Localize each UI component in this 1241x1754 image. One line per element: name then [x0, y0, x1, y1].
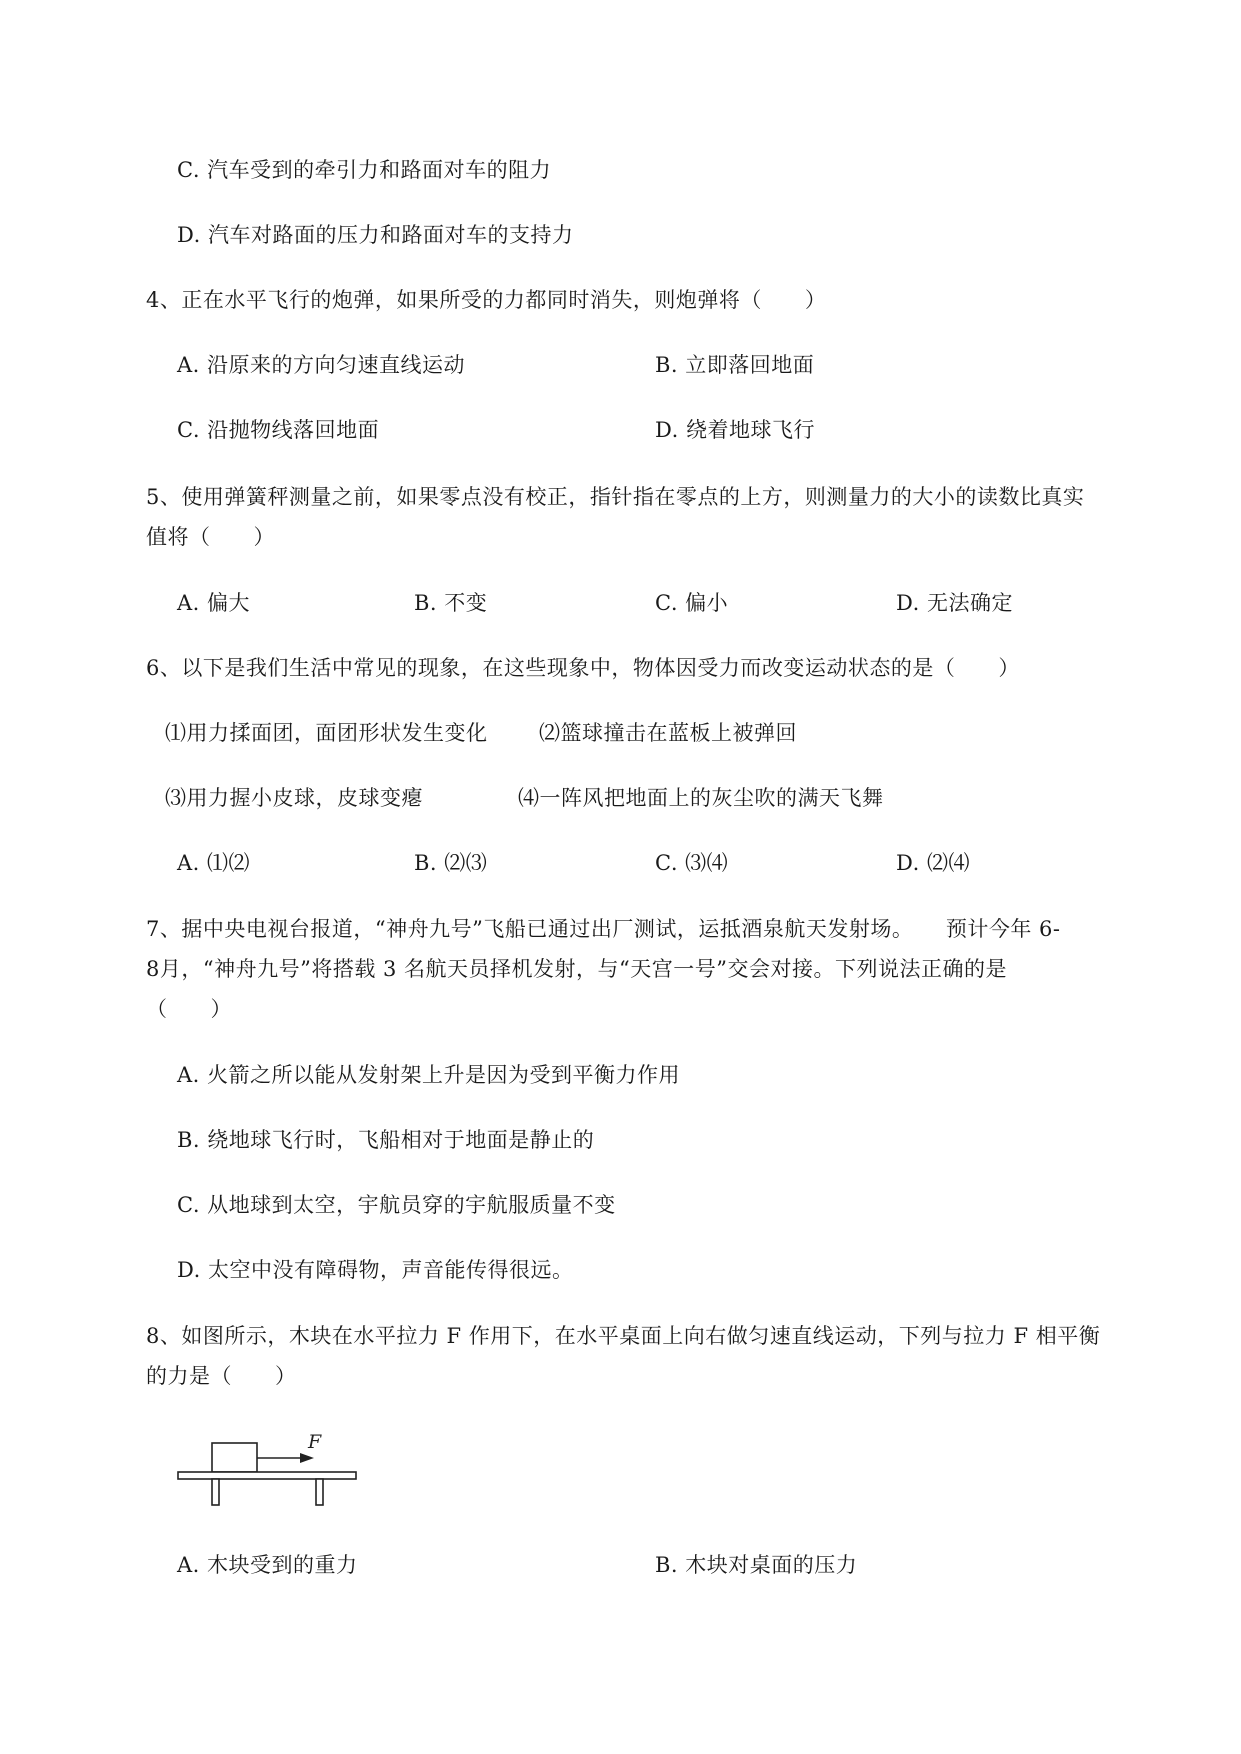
q5-option-b: B. 不变: [414, 591, 488, 615]
q5-option-a: A. 偏大: [177, 591, 251, 615]
q7-option-c: C. 从地球到太空，宇航员穿的宇航服质量不变: [177, 1193, 616, 1217]
block-on-table-figure: [176, 1428, 366, 1512]
q7-option-d: D. 太空中没有障碍物，声音能传得很远。: [177, 1258, 574, 1282]
q7-stem-line1: 7、据中央电视台报道，“神舟九号”飞船已通过出厂测试，运抵酒泉航天发射场。 预计今年 6-: [146, 917, 1061, 941]
wood-block: [212, 1443, 257, 1472]
force-label: F: [308, 1431, 322, 1453]
q5-stem-line2: 值将（ ）: [146, 525, 275, 549]
q8-stem-line2: 的力是（ ）: [146, 1364, 297, 1388]
q4-option-a: A. 沿原来的方向匀速直线运动: [177, 353, 466, 377]
q5-option-d: D. 无法确定: [896, 591, 1013, 615]
table-leg-left: [212, 1479, 219, 1505]
q6-option-d: D. ⑵⑷: [896, 851, 970, 875]
q6-option-c: C. ⑶⑷: [655, 851, 729, 875]
q6-option-a: A. ⑴⑵: [177, 851, 251, 875]
q6-option-b: B. ⑵⑶: [414, 851, 488, 875]
q6-item-1: ⑴用力揉面团，面团形状发生变化: [165, 721, 488, 745]
q6-item-2: ⑵篮球撞击在蓝板上被弹回: [539, 721, 797, 745]
q4-option-c: C. 沿抛物线落回地面: [177, 418, 380, 442]
q6-item-4: ⑷一阵风把地面上的灰尘吹的满天飞舞: [518, 786, 884, 810]
force-arrowhead: [300, 1453, 314, 1463]
table-leg-right: [316, 1479, 323, 1505]
q7-option-a: A. 火箭之所以能从发射架上升是因为受到平衡力作用: [177, 1063, 681, 1087]
q8-stem-line1: 8、如图所示，木块在水平拉力 F 作用下，在水平桌面上向右做匀速直线运动，下列与拉力 F 相平衡: [146, 1324, 1101, 1348]
table-top: [178, 1472, 356, 1479]
q6-item-3: ⑶用力握小皮球，皮球变瘪: [165, 786, 423, 810]
q3-option-c: C. 汽车受到的牵引力和路面对车的阻力: [177, 158, 552, 182]
q4-option-b: B. 立即落回地面: [655, 353, 815, 377]
q8-option-b: B. 木块对桌面的压力: [655, 1553, 858, 1577]
q6-stem: 6、以下是我们生活中常见的现象，在这些现象中，物体因受力而改变运动状态的是（ ）: [146, 656, 1020, 680]
q3-option-d: D. 汽车对路面的压力和路面对车的支持力: [177, 223, 574, 247]
q4-option-d: D. 绕着地球飞行: [655, 418, 815, 442]
q7-option-b: B. 绕地球飞行时，飞船相对于地面是静止的: [177, 1128, 595, 1152]
q4-stem: 4、正在水平飞行的炮弹，如果所受的力都同时消失，则炮弹将（ ）: [146, 288, 827, 312]
q5-option-c: C. 偏小: [655, 591, 729, 615]
q8-option-a: A. 木块受到的重力: [177, 1553, 358, 1577]
block-table-diagram: [176, 1428, 366, 1508]
q7-stem-line3: （ ）: [146, 997, 232, 1021]
q5-stem-line1: 5、使用弹簧秤测量之前，如果零点没有校正，指针指在零点的上方，则测量力的大小的读数比真实: [146, 485, 1085, 509]
q7-stem-line2: 8月，“神舟九号”将搭载 3 名航天员择机发射，与“天宫一号”交会对接。下列说法正确的是: [146, 957, 1008, 981]
